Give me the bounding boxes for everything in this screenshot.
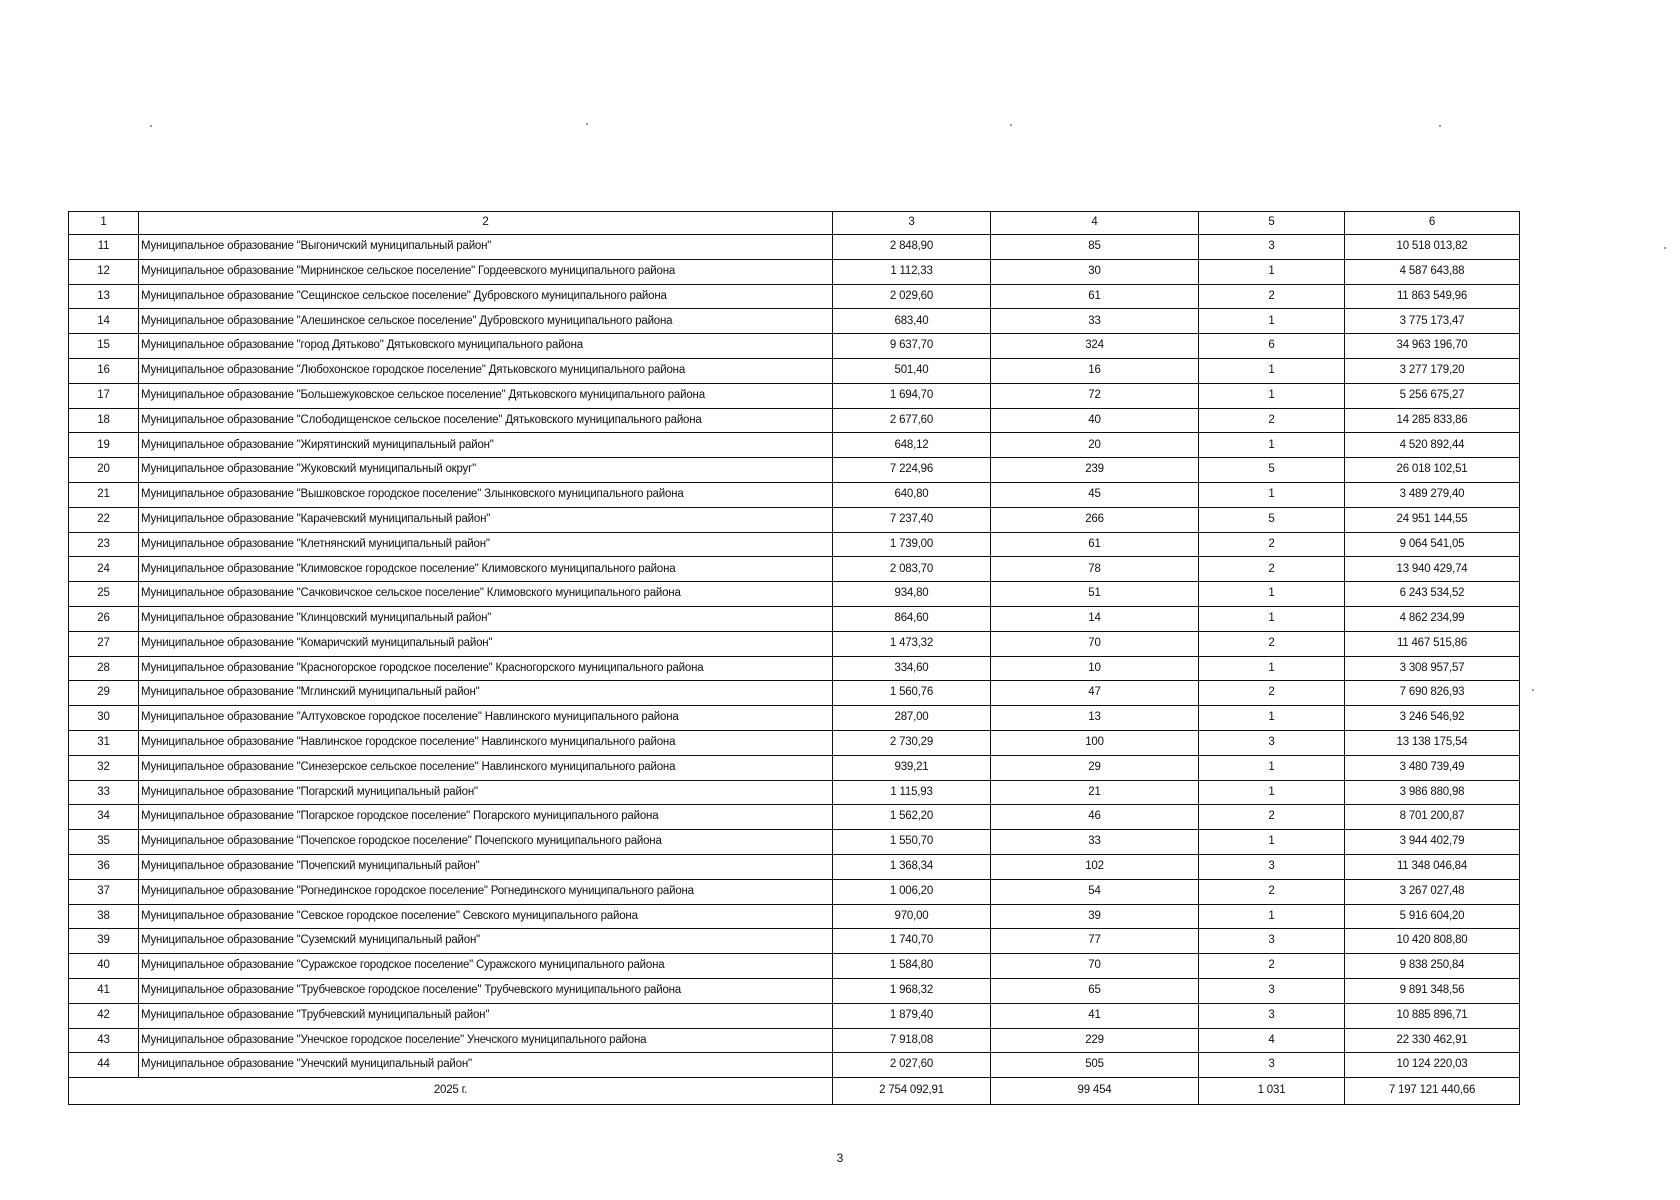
table-header-row: [69, 212, 1520, 235]
total-sum-cell: 7 197 121 440,66: [1345, 1078, 1520, 1105]
area-cell: 2 029,60: [833, 284, 991, 309]
organizations-cell: 3: [1199, 1003, 1345, 1028]
table-row: [69, 1028, 1520, 1053]
count-cell: 70: [991, 954, 1199, 979]
count-cell: 229: [991, 1028, 1199, 1053]
table-row: [69, 309, 1520, 334]
area-cell: 1 560,76: [833, 681, 991, 706]
row-number-cell: 22: [69, 507, 139, 532]
sum-cell: 26 018 102,51: [1345, 458, 1520, 483]
header-cell: 1: [69, 212, 139, 235]
count-cell: 30: [991, 259, 1199, 284]
data-table-container: [68, 211, 1519, 1105]
table-row: [69, 879, 1520, 904]
row-number-cell: 33: [69, 780, 139, 805]
row-number-cell: 34: [69, 805, 139, 830]
organizations-cell: 2: [1199, 557, 1345, 582]
municipality-name-cell: Муниципальное образование "Трубчевский муниципальный район": [139, 1003, 833, 1028]
organizations-cell: 2: [1199, 408, 1345, 433]
scan-speck: [586, 123, 588, 125]
count-cell: 39: [991, 904, 1199, 929]
count-cell: 61: [991, 532, 1199, 557]
sum-cell: 4 520 892,44: [1345, 433, 1520, 458]
scan-speck: [1664, 247, 1666, 249]
organizations-cell: 1: [1199, 383, 1345, 408]
organizations-cell: 2: [1199, 954, 1345, 979]
row-number-cell: 39: [69, 929, 139, 954]
organizations-cell: 4: [1199, 1028, 1345, 1053]
row-number-cell: 15: [69, 334, 139, 359]
area-cell: 7 918,08: [833, 1028, 991, 1053]
table-row: [69, 830, 1520, 855]
count-cell: 46: [991, 805, 1199, 830]
total-label-cell: 2025 г.: [69, 1078, 833, 1105]
row-number-cell: 17: [69, 383, 139, 408]
row-number-cell: 32: [69, 755, 139, 780]
sum-cell: 3 775 173,47: [1345, 309, 1520, 334]
area-cell: 1 740,70: [833, 929, 991, 954]
municipality-name-cell: Муниципальное образование "Карачевский муниципальный район": [139, 507, 833, 532]
header-cell: 3: [833, 212, 991, 235]
count-cell: 85: [991, 235, 1199, 260]
area-cell: 7 224,96: [833, 458, 991, 483]
organizations-cell: 3: [1199, 1053, 1345, 1078]
organizations-cell: 1: [1199, 904, 1345, 929]
organizations-cell: 1: [1199, 606, 1345, 631]
sum-cell: 9 064 541,05: [1345, 532, 1520, 557]
sum-cell: 11 863 549,96: [1345, 284, 1520, 309]
header-cell: 6: [1345, 212, 1520, 235]
sum-cell: 6 243 534,52: [1345, 582, 1520, 607]
table-row: [69, 458, 1520, 483]
row-number-cell: 13: [69, 284, 139, 309]
area-cell: 1 694,70: [833, 383, 991, 408]
area-cell: 9 637,70: [833, 334, 991, 359]
sum-cell: 5 256 675,27: [1345, 383, 1520, 408]
count-cell: 45: [991, 482, 1199, 507]
total-row: [69, 1078, 1520, 1105]
count-cell: 41: [991, 1003, 1199, 1028]
organizations-cell: 1: [1199, 755, 1345, 780]
count-cell: 40: [991, 408, 1199, 433]
area-cell: 640,80: [833, 482, 991, 507]
table-row: [69, 929, 1520, 954]
sum-cell: 13 138 175,54: [1345, 730, 1520, 755]
municipality-name-cell: Муниципальное образование "Сещинское сельское поселение" Дубровского муниципального района: [139, 284, 833, 309]
data-table: [68, 211, 1520, 1105]
count-cell: 77: [991, 929, 1199, 954]
count-cell: 78: [991, 557, 1199, 582]
sum-cell: 9 838 250,84: [1345, 954, 1520, 979]
table-row: [69, 557, 1520, 582]
area-cell: 2 083,70: [833, 557, 991, 582]
organizations-cell: 1: [1199, 433, 1345, 458]
organizations-cell: 3: [1199, 854, 1345, 879]
sum-cell: 5 916 604,20: [1345, 904, 1520, 929]
organizations-cell: 3: [1199, 929, 1345, 954]
table-row: [69, 631, 1520, 656]
page-number: 3: [836, 1151, 844, 1165]
count-cell: 239: [991, 458, 1199, 483]
organizations-cell: 3: [1199, 730, 1345, 755]
area-cell: 934,80: [833, 582, 991, 607]
row-number-cell: 19: [69, 433, 139, 458]
row-number-cell: 12: [69, 259, 139, 284]
table-row: [69, 730, 1520, 755]
count-cell: 72: [991, 383, 1199, 408]
table-row: [69, 507, 1520, 532]
municipality-name-cell: Муниципальное образование "Клетнянский муниципальный район": [139, 532, 833, 557]
scan-speck: [1532, 689, 1534, 691]
municipality-name-cell: Муниципальное образование "Слободищенское сельское поселение" Дятьковского муниципального района: [139, 408, 833, 433]
count-cell: 266: [991, 507, 1199, 532]
table-row: [69, 284, 1520, 309]
organizations-cell: 3: [1199, 235, 1345, 260]
count-cell: 20: [991, 433, 1199, 458]
organizations-cell: 1: [1199, 482, 1345, 507]
area-cell: 1 006,20: [833, 879, 991, 904]
sum-cell: 3 480 739,49: [1345, 755, 1520, 780]
area-cell: 1 562,20: [833, 805, 991, 830]
sum-cell: 3 308 957,57: [1345, 656, 1520, 681]
municipality-name-cell: Муниципальное образование "Клинцовский муниципальный район": [139, 606, 833, 631]
sum-cell: 4 862 234,99: [1345, 606, 1520, 631]
sum-cell: 10 124 220,03: [1345, 1053, 1520, 1078]
area-cell: 501,40: [833, 358, 991, 383]
organizations-cell: 2: [1199, 681, 1345, 706]
table-row: [69, 408, 1520, 433]
table-row: [69, 904, 1520, 929]
area-cell: 2 848,90: [833, 235, 991, 260]
table-row: [69, 656, 1520, 681]
municipality-name-cell: Муниципальное образование "Суземский муниципальный район": [139, 929, 833, 954]
sum-cell: 3 986 880,98: [1345, 780, 1520, 805]
sum-cell: 3 277 179,20: [1345, 358, 1520, 383]
table-row: [69, 978, 1520, 1003]
row-number-cell: 26: [69, 606, 139, 631]
municipality-name-cell: Муниципальное образование "Комаричский муниципальный район": [139, 631, 833, 656]
table-row: [69, 259, 1520, 284]
area-cell: 1 968,32: [833, 978, 991, 1003]
organizations-cell: 3: [1199, 978, 1345, 1003]
area-cell: 1 112,33: [833, 259, 991, 284]
municipality-name-cell: Муниципальное образование "Мглинский муниципальный район": [139, 681, 833, 706]
table-row: [69, 681, 1520, 706]
municipality-name-cell: Муниципальное образование "Любохонское городское поселение" Дятьковского муниципального района: [139, 358, 833, 383]
organizations-cell: 1: [1199, 830, 1345, 855]
count-cell: 102: [991, 854, 1199, 879]
count-cell: 29: [991, 755, 1199, 780]
organizations-cell: 2: [1199, 805, 1345, 830]
organizations-cell: 1: [1199, 358, 1345, 383]
table-row: [69, 532, 1520, 557]
table-row: [69, 235, 1520, 260]
area-cell: 1 473,32: [833, 631, 991, 656]
count-cell: 16: [991, 358, 1199, 383]
row-number-cell: 30: [69, 706, 139, 731]
municipality-name-cell: Муниципальное образование "Жуковский муниципальный округ": [139, 458, 833, 483]
area-cell: 1 368,34: [833, 854, 991, 879]
area-cell: 683,40: [833, 309, 991, 334]
municipality-name-cell: Муниципальное образование "Рогнединское городское поселение" Рогнединского муниципального района: [139, 879, 833, 904]
scan-speck: [1439, 125, 1441, 127]
organizations-cell: 5: [1199, 458, 1345, 483]
municipality-name-cell: Муниципальное образование "Трубчевское городское поселение" Трубчевского муниципального района: [139, 978, 833, 1003]
row-number-cell: 23: [69, 532, 139, 557]
table-row: [69, 482, 1520, 507]
count-cell: 100: [991, 730, 1199, 755]
row-number-cell: 16: [69, 358, 139, 383]
sum-cell: 9 891 348,56: [1345, 978, 1520, 1003]
sum-cell: 8 701 200,87: [1345, 805, 1520, 830]
row-number-cell: 29: [69, 681, 139, 706]
table-row: [69, 780, 1520, 805]
count-cell: 61: [991, 284, 1199, 309]
municipality-name-cell: Муниципальное образование "Красногорское городское поселение" Красногорского муниципального района: [139, 656, 833, 681]
sum-cell: 11 467 515,86: [1345, 631, 1520, 656]
sum-cell: 3 267 027,48: [1345, 879, 1520, 904]
municipality-name-cell: Муниципальное образование "Сачковичское сельское поселение" Климовского муниципального района: [139, 582, 833, 607]
municipality-name-cell: Муниципальное образование "Суражское городское поселение" Суражского муниципального района: [139, 954, 833, 979]
count-cell: 10: [991, 656, 1199, 681]
area-cell: 334,60: [833, 656, 991, 681]
organizations-cell: 2: [1199, 284, 1345, 309]
organizations-cell: 2: [1199, 532, 1345, 557]
area-cell: 1 879,40: [833, 1003, 991, 1028]
header-cell: 2: [139, 212, 833, 235]
table-row: [69, 383, 1520, 408]
municipality-name-cell: Муниципальное образование "Большежуковское сельское поселение" Дятьковского муниципального района: [139, 383, 833, 408]
sum-cell: 22 330 462,91: [1345, 1028, 1520, 1053]
count-cell: 13: [991, 706, 1199, 731]
area-cell: 939,21: [833, 755, 991, 780]
sum-cell: 3 489 279,40: [1345, 482, 1520, 507]
municipality-name-cell: Муниципальное образование "Синезерское сельское поселение" Навлинского муниципального района: [139, 755, 833, 780]
municipality-name-cell: Муниципальное образование "Погарское городское поселение" Погарского муниципального района: [139, 805, 833, 830]
scan-speck: [150, 125, 152, 127]
area-cell: 2 730,29: [833, 730, 991, 755]
sum-cell: 11 348 046,84: [1345, 854, 1520, 879]
municipality-name-cell: Муниципальное образование "Климовское городское поселение" Климовского муниципального района: [139, 557, 833, 582]
organizations-cell: 5: [1199, 507, 1345, 532]
table-row: [69, 854, 1520, 879]
municipality-name-cell: Муниципальное образование "Жирятинский муниципальный район": [139, 433, 833, 458]
table-row: [69, 433, 1520, 458]
sum-cell: 13 940 429,74: [1345, 557, 1520, 582]
municipality-name-cell: Муниципальное образование "Унечский муниципальный район": [139, 1053, 833, 1078]
sum-cell: 10 885 896,71: [1345, 1003, 1520, 1028]
row-number-cell: 21: [69, 482, 139, 507]
area-cell: 1 550,70: [833, 830, 991, 855]
sum-cell: 7 690 826,93: [1345, 681, 1520, 706]
scan-speck: [1010, 124, 1012, 126]
total-area-cell: 2 754 092,91: [833, 1078, 991, 1105]
sum-cell: 24 951 144,55: [1345, 507, 1520, 532]
row-number-cell: 37: [69, 879, 139, 904]
municipality-name-cell: Муниципальное образование "Почепский муниципальный район": [139, 854, 833, 879]
sum-cell: 3 246 546,92: [1345, 706, 1520, 731]
municipality-name-cell: Муниципальное образование "Алтуховское городское поселение" Навлинского муниципального района: [139, 706, 833, 731]
sum-cell: 14 285 833,86: [1345, 408, 1520, 433]
municipality-name-cell: Муниципальное образование "Навлинское городское поселение" Навлинского муниципального района: [139, 730, 833, 755]
total-count-cell: 99 454: [991, 1078, 1199, 1105]
sum-cell: 10 420 808,80: [1345, 929, 1520, 954]
table-row: [69, 706, 1520, 731]
table-row: [69, 606, 1520, 631]
row-number-cell: 42: [69, 1003, 139, 1028]
row-number-cell: 27: [69, 631, 139, 656]
area-cell: 864,60: [833, 606, 991, 631]
count-cell: 70: [991, 631, 1199, 656]
row-number-cell: 28: [69, 656, 139, 681]
municipality-name-cell: Муниципальное образование "город Дятьково" Дятьковского муниципального района: [139, 334, 833, 359]
area-cell: 1 115,93: [833, 780, 991, 805]
row-number-cell: 44: [69, 1053, 139, 1078]
area-cell: 1 584,80: [833, 954, 991, 979]
table-row: [69, 334, 1520, 359]
header-cell: 4: [991, 212, 1199, 235]
municipality-name-cell: Муниципальное образование "Вышковское городское поселение" Злынковского муниципального района: [139, 482, 833, 507]
area-cell: 970,00: [833, 904, 991, 929]
count-cell: 51: [991, 582, 1199, 607]
area-cell: 2 027,60: [833, 1053, 991, 1078]
count-cell: 324: [991, 334, 1199, 359]
municipality-name-cell: Муниципальное образование "Алешинское сельское поселение" Дубровского муниципального района: [139, 309, 833, 334]
municipality-name-cell: Муниципальное образование "Выгоничский муниципальный район": [139, 235, 833, 260]
area-cell: 287,00: [833, 706, 991, 731]
area-cell: 1 739,00: [833, 532, 991, 557]
row-number-cell: 25: [69, 582, 139, 607]
table-row: [69, 582, 1520, 607]
organizations-cell: 2: [1199, 879, 1345, 904]
row-number-cell: 14: [69, 309, 139, 334]
municipality-name-cell: Муниципальное образование "Севское городское поселение" Севского муниципального района: [139, 904, 833, 929]
row-number-cell: 43: [69, 1028, 139, 1053]
count-cell: 54: [991, 879, 1199, 904]
count-cell: 65: [991, 978, 1199, 1003]
row-number-cell: 35: [69, 830, 139, 855]
table-row: [69, 1003, 1520, 1028]
count-cell: 33: [991, 830, 1199, 855]
sum-cell: 34 963 196,70: [1345, 334, 1520, 359]
table-row: [69, 358, 1520, 383]
area-cell: 2 677,60: [833, 408, 991, 433]
table-row: [69, 805, 1520, 830]
sum-cell: 3 944 402,79: [1345, 830, 1520, 855]
row-number-cell: 20: [69, 458, 139, 483]
organizations-cell: 1: [1199, 706, 1345, 731]
row-number-cell: 38: [69, 904, 139, 929]
count-cell: 21: [991, 780, 1199, 805]
municipality-name-cell: Муниципальное образование "Мирнинское сельское поселение" Гордеевского муниципального района: [139, 259, 833, 284]
table-row: [69, 1053, 1520, 1078]
row-number-cell: 11: [69, 235, 139, 260]
municipality-name-cell: Муниципальное образование "Погарский муниципальный район": [139, 780, 833, 805]
organizations-cell: 6: [1199, 334, 1345, 359]
organizations-cell: 1: [1199, 259, 1345, 284]
area-cell: 7 237,40: [833, 507, 991, 532]
municipality-name-cell: Муниципальное образование "Унечское городское поселение" Унечского муниципального района: [139, 1028, 833, 1053]
row-number-cell: 41: [69, 978, 139, 1003]
count-cell: 47: [991, 681, 1199, 706]
row-number-cell: 36: [69, 854, 139, 879]
organizations-cell: 1: [1199, 309, 1345, 334]
row-number-cell: 40: [69, 954, 139, 979]
organizations-cell: 1: [1199, 780, 1345, 805]
area-cell: 648,12: [833, 433, 991, 458]
count-cell: 14: [991, 606, 1199, 631]
row-number-cell: 18: [69, 408, 139, 433]
organizations-cell: 1: [1199, 656, 1345, 681]
row-number-cell: 31: [69, 730, 139, 755]
header-cell: 5: [1199, 212, 1345, 235]
count-cell: 505: [991, 1053, 1199, 1078]
organizations-cell: 2: [1199, 631, 1345, 656]
municipality-name-cell: Муниципальное образование "Почепское городское поселение" Почепского муниципального района: [139, 830, 833, 855]
organizations-cell: 1: [1199, 582, 1345, 607]
table-row: [69, 755, 1520, 780]
sum-cell: 4 587 643,88: [1345, 259, 1520, 284]
sum-cell: 10 518 013,82: [1345, 235, 1520, 260]
table-row: [69, 954, 1520, 979]
count-cell: 33: [991, 309, 1199, 334]
total-organizations-cell: 1 031: [1199, 1078, 1345, 1105]
row-number-cell: 24: [69, 557, 139, 582]
